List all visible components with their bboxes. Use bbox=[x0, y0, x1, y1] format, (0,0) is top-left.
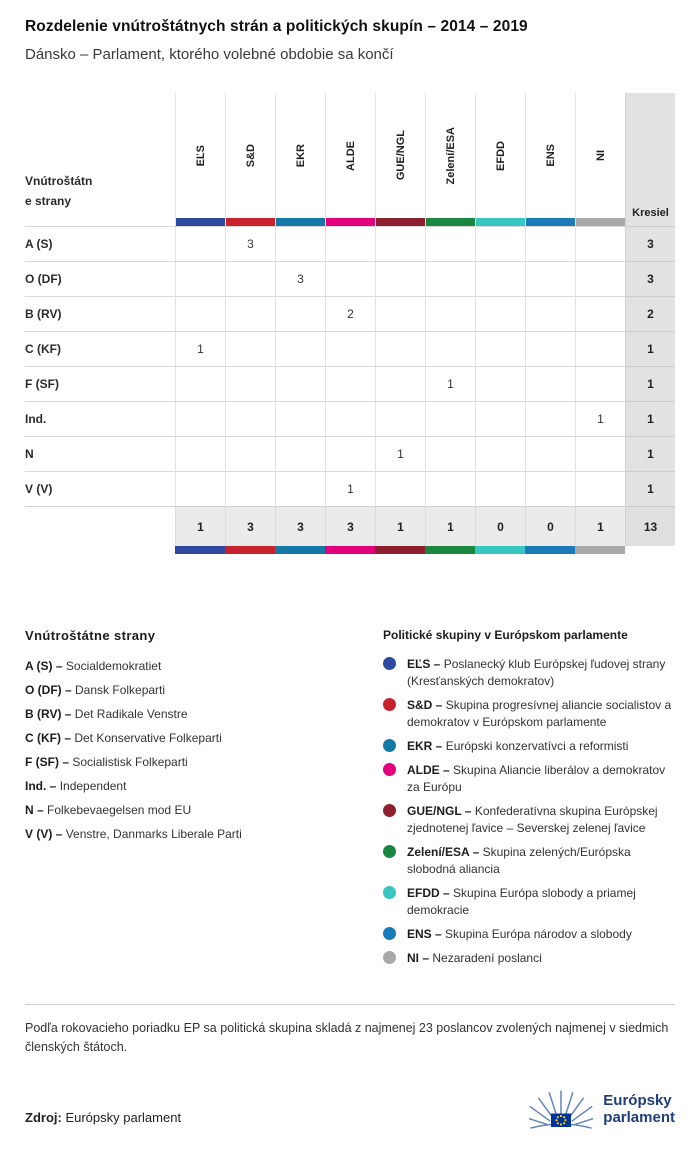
table-cell bbox=[525, 261, 575, 296]
table-cell bbox=[275, 471, 325, 506]
group-legend bbox=[383, 628, 675, 974]
table-cell bbox=[525, 471, 575, 506]
row-header-label-text: Vnútroštátne strany bbox=[25, 174, 93, 209]
group-legend-item bbox=[383, 656, 675, 690]
table-cell bbox=[175, 296, 225, 331]
seats-cell: 1 bbox=[625, 436, 675, 471]
totals-row-label bbox=[25, 506, 175, 546]
group-color-dot bbox=[383, 763, 396, 776]
row-label: V (V) bbox=[25, 471, 175, 506]
group-legend-text bbox=[407, 885, 675, 919]
group-color-bar bbox=[175, 546, 225, 554]
party-legend-item bbox=[25, 659, 383, 673]
column-header-label: Zelení/ESA bbox=[444, 126, 457, 185]
totals-cell: 1 bbox=[575, 506, 625, 546]
group-color-bar bbox=[275, 546, 325, 554]
row-label: A (S) bbox=[25, 226, 175, 261]
row-label: N bbox=[25, 436, 175, 471]
party-legend-item bbox=[25, 731, 383, 745]
table-cell bbox=[225, 331, 275, 366]
table-cell bbox=[525, 331, 575, 366]
party-name: Venstre, Danmarks Liberale Parti bbox=[65, 827, 242, 841]
table-cell bbox=[525, 226, 575, 261]
table-cell: 1 bbox=[575, 401, 625, 436]
party-name: Independent bbox=[59, 779, 127, 793]
group-legend-heading: Politické skupiny v Európskom parlamente bbox=[383, 628, 628, 642]
table-cell bbox=[425, 296, 475, 331]
column-header-label: ENS bbox=[544, 144, 557, 167]
table-cell bbox=[275, 296, 325, 331]
table-cell bbox=[325, 366, 375, 401]
party-legend-item bbox=[25, 755, 383, 769]
group-abbr: EFDD – bbox=[407, 886, 450, 901]
group-desc: Konfederatívna skupina Európskej zjednotenej ľavice – Severskej zelenej ľavice bbox=[407, 804, 658, 836]
group-desc: Európski konzervatívci a reformisti bbox=[445, 739, 629, 754]
table-cell bbox=[425, 471, 475, 506]
group-color-dot bbox=[383, 698, 396, 711]
party-abbr: N – bbox=[25, 803, 44, 817]
group-legend-item bbox=[383, 762, 675, 796]
table-cell bbox=[225, 296, 275, 331]
table-cell bbox=[225, 401, 275, 436]
group-color-bar bbox=[576, 218, 625, 226]
group-color-bar bbox=[325, 546, 375, 554]
group-legend-text bbox=[407, 844, 675, 878]
column-header-zeleni-esa bbox=[425, 93, 475, 226]
group-color-dot bbox=[383, 845, 396, 858]
totals-cell: 3 bbox=[325, 506, 375, 546]
group-desc: Skupina zelených/Európska slobodná aliancia bbox=[407, 845, 631, 877]
row-label: B (RV) bbox=[25, 296, 175, 331]
group-color-bar bbox=[475, 546, 525, 554]
column-header-label: EĽS bbox=[194, 144, 207, 167]
table-cell: 1 bbox=[425, 366, 475, 401]
bar-spacer bbox=[25, 546, 175, 554]
group-desc: Skupina Európa národov a slobody bbox=[445, 927, 632, 942]
table-cell bbox=[175, 436, 225, 471]
party-abbr: F (SF) – bbox=[25, 755, 69, 769]
column-header-label: EFDD bbox=[494, 140, 507, 171]
table-cell bbox=[475, 331, 525, 366]
totals-cell: 1 bbox=[175, 506, 225, 546]
table-cell bbox=[475, 296, 525, 331]
group-abbr: S&D – bbox=[407, 698, 443, 713]
group-color-dot bbox=[383, 927, 396, 940]
european-parliament-logo bbox=[528, 1087, 675, 1131]
group-abbr: EĽS – bbox=[407, 657, 441, 671]
logo-line2: parlament bbox=[603, 1108, 675, 1126]
party-legend bbox=[25, 628, 383, 974]
column-header-label: ALDE bbox=[344, 140, 357, 171]
seats-cell: 1 bbox=[625, 331, 675, 366]
group-color-bar bbox=[525, 546, 575, 554]
group-desc: Poslanecký klub Európskej ľudovej strany (Kresťanských demokratov) bbox=[407, 657, 666, 689]
table-cell bbox=[175, 226, 225, 261]
column-header-gue-ngl bbox=[375, 93, 425, 226]
party-abbr: V (V) – bbox=[25, 827, 63, 841]
table-cell bbox=[275, 226, 325, 261]
table-cell bbox=[375, 296, 425, 331]
table-cell bbox=[575, 366, 625, 401]
column-header-seats bbox=[625, 93, 675, 226]
table-cell bbox=[575, 331, 625, 366]
table-cell bbox=[425, 436, 475, 471]
source-label: Zdroj: bbox=[25, 1109, 62, 1125]
table-cell bbox=[325, 331, 375, 366]
table-cell: 3 bbox=[275, 261, 325, 296]
table-cell bbox=[175, 261, 225, 296]
table-cell bbox=[375, 471, 425, 506]
table-cell bbox=[275, 401, 325, 436]
table-cell bbox=[525, 436, 575, 471]
group-color-bar bbox=[226, 218, 275, 226]
group-color-dot bbox=[383, 804, 396, 817]
group-color-bar bbox=[225, 546, 275, 554]
footnote: Podľa rokovacieho poriadku EP sa politická skupina skladá z najmenej 23 poslancov zvolených najmenej v siedmich členských štátoch. bbox=[25, 1021, 669, 1055]
table-cell bbox=[325, 401, 375, 436]
group-legend-text bbox=[407, 950, 542, 967]
group-desc: Skupina progresívnej aliancie socialistov a demokratov v Európskom parlamente bbox=[407, 698, 672, 730]
group-color-bar bbox=[375, 546, 425, 554]
table-cell: 1 bbox=[325, 471, 375, 506]
group-abbr: ALDE – bbox=[407, 763, 450, 778]
table-cell: 3 bbox=[225, 226, 275, 261]
group-legend-item bbox=[383, 738, 675, 755]
row-label: O (DF) bbox=[25, 261, 175, 296]
party-name: Socialdemokratiet bbox=[65, 659, 162, 673]
column-header-efdd bbox=[475, 93, 525, 226]
logo-line1: Európsky bbox=[603, 1091, 672, 1109]
table-cell bbox=[325, 226, 375, 261]
table-cell: 1 bbox=[175, 331, 225, 366]
seats-cell: 1 bbox=[625, 366, 675, 401]
table-cell bbox=[425, 331, 475, 366]
column-header-ni bbox=[575, 93, 625, 226]
group-legend-text bbox=[407, 926, 632, 943]
group-abbr: ENS – bbox=[407, 927, 442, 942]
group-legend-item bbox=[383, 950, 675, 967]
row-label: F (SF) bbox=[25, 366, 175, 401]
group-color-bar bbox=[326, 218, 375, 226]
party-name: Det Radikale Venstre bbox=[74, 707, 188, 721]
group-desc: Nezaradení poslanci bbox=[432, 951, 542, 966]
table-cell bbox=[325, 436, 375, 471]
table-cell bbox=[175, 366, 225, 401]
totals-cell: 1 bbox=[375, 506, 425, 546]
bar-spacer bbox=[625, 546, 675, 554]
column-header-label: NI bbox=[594, 150, 607, 161]
table-cell bbox=[425, 401, 475, 436]
party-name: Folkebevaegelsen mod EU bbox=[47, 803, 192, 817]
distribution-table bbox=[25, 93, 675, 554]
page-title: Rozdelenie vnútroštátnych strán a politických skupín – 2014 – 2019 bbox=[25, 18, 528, 35]
table-cell bbox=[575, 296, 625, 331]
seats-cell: 1 bbox=[625, 401, 675, 436]
table-cell bbox=[275, 331, 325, 366]
column-header-ekr bbox=[275, 93, 325, 226]
table-cell bbox=[375, 226, 425, 261]
group-color-dot bbox=[383, 886, 396, 899]
party-legend-item bbox=[25, 683, 383, 697]
group-color-bar bbox=[526, 218, 575, 226]
group-legend-text bbox=[407, 656, 675, 690]
seats-cell: 2 bbox=[625, 296, 675, 331]
table-cell bbox=[375, 401, 425, 436]
table-cell bbox=[225, 366, 275, 401]
group-abbr: Zelení/ESA – bbox=[407, 845, 480, 860]
party-name: Socialistisk Folkeparti bbox=[72, 755, 188, 769]
table-cell bbox=[275, 366, 325, 401]
group-legend-item bbox=[383, 803, 675, 837]
table-cell bbox=[425, 261, 475, 296]
column-header-label: GUE/NGL bbox=[394, 130, 407, 181]
table-cell bbox=[475, 436, 525, 471]
group-color-bar bbox=[425, 546, 475, 554]
table-cell bbox=[175, 401, 225, 436]
group-color-dot bbox=[383, 657, 396, 670]
table-cell bbox=[575, 436, 625, 471]
group-desc: Skupina Aliancie liberálov a demokratov za Európu bbox=[407, 763, 666, 795]
party-legend-item bbox=[25, 803, 383, 817]
group-legend-item bbox=[383, 697, 675, 731]
group-color-bar bbox=[176, 218, 225, 226]
table-cell bbox=[475, 226, 525, 261]
column-header-alde bbox=[325, 93, 375, 226]
party-abbr: A (S) – bbox=[25, 659, 63, 673]
table-cell bbox=[425, 226, 475, 261]
group-abbr: NI – bbox=[407, 951, 430, 966]
party-abbr: C (KF) – bbox=[25, 731, 71, 745]
group-legend-item bbox=[383, 885, 675, 919]
totals-cell: 0 bbox=[525, 506, 575, 546]
party-name: Det Konservative Folkeparti bbox=[74, 731, 222, 745]
totals-seats-cell: 13 bbox=[625, 506, 675, 546]
group-color-dot bbox=[383, 739, 396, 752]
group-abbr: EKR – bbox=[407, 739, 443, 754]
row-header-label bbox=[25, 93, 175, 226]
column-header-ens bbox=[525, 93, 575, 226]
table-cell bbox=[225, 261, 275, 296]
seats-header-label: Kresiel bbox=[632, 207, 669, 219]
party-legend-heading: Vnútroštátne strany bbox=[25, 628, 156, 643]
table-cell bbox=[575, 226, 625, 261]
seats-cell: 3 bbox=[625, 226, 675, 261]
column-header-els bbox=[175, 93, 225, 226]
divider bbox=[25, 1004, 675, 1005]
legend-section bbox=[25, 628, 675, 974]
table-cell bbox=[275, 436, 325, 471]
group-legend-item bbox=[383, 844, 675, 878]
table-cell bbox=[225, 471, 275, 506]
hemicycle-icon bbox=[528, 1087, 594, 1131]
page-subtitle: Dánsko – Parlament, ktorého volebné obdobie sa končí bbox=[25, 46, 394, 63]
table-cell bbox=[175, 471, 225, 506]
seats-cell: 1 bbox=[625, 471, 675, 506]
group-color-bar bbox=[276, 218, 325, 226]
table-cell: 1 bbox=[375, 436, 425, 471]
table-cell bbox=[225, 436, 275, 471]
table-cell bbox=[575, 261, 625, 296]
group-color-bar bbox=[476, 218, 525, 226]
totals-cell: 3 bbox=[275, 506, 325, 546]
table-cell bbox=[375, 331, 425, 366]
group-abbr: GUE/NGL – bbox=[407, 804, 472, 819]
party-legend-item bbox=[25, 827, 383, 841]
column-header-label: EKR bbox=[294, 143, 307, 168]
seats-cell: 3 bbox=[625, 261, 675, 296]
group-desc: Skupina Európa slobody a priamej demokracie bbox=[407, 886, 636, 918]
logo-wordmark bbox=[603, 1092, 675, 1127]
row-label: C (KF) bbox=[25, 331, 175, 366]
group-legend-text bbox=[407, 803, 675, 837]
source-text bbox=[25, 1110, 181, 1131]
party-legend-item bbox=[25, 707, 383, 721]
source-value: Európsky parlament bbox=[65, 1109, 182, 1125]
table-cell bbox=[375, 261, 425, 296]
column-header-label: S&D bbox=[244, 143, 257, 168]
group-color-bar bbox=[376, 218, 425, 226]
table-cell bbox=[575, 471, 625, 506]
totals-cell: 1 bbox=[425, 506, 475, 546]
table-cell bbox=[475, 401, 525, 436]
row-label: Ind. bbox=[25, 401, 175, 436]
table-cell: 2 bbox=[325, 296, 375, 331]
group-color-dot bbox=[383, 951, 396, 964]
table-cell bbox=[525, 296, 575, 331]
totals-cell: 0 bbox=[475, 506, 525, 546]
source-row bbox=[25, 1087, 675, 1131]
party-name: Dansk Folkeparti bbox=[75, 683, 166, 697]
party-abbr: O (DF) – bbox=[25, 683, 72, 697]
group-color-bar bbox=[575, 546, 625, 554]
table-cell bbox=[375, 366, 425, 401]
totals-cell: 3 bbox=[225, 506, 275, 546]
group-legend-text bbox=[407, 697, 675, 731]
party-legend-item bbox=[25, 779, 383, 793]
group-legend-text bbox=[407, 762, 675, 796]
group-legend-item bbox=[383, 926, 675, 943]
group-color-bar bbox=[426, 218, 475, 226]
table-cell bbox=[525, 366, 575, 401]
column-header-sd bbox=[225, 93, 275, 226]
party-abbr: Ind. – bbox=[25, 779, 57, 793]
table-cell bbox=[475, 471, 525, 506]
table-cell bbox=[525, 401, 575, 436]
table-cell bbox=[475, 366, 525, 401]
party-abbr: B (RV) – bbox=[25, 707, 72, 721]
table-cell bbox=[475, 261, 525, 296]
table-cell bbox=[325, 261, 375, 296]
group-legend-text bbox=[407, 738, 628, 755]
